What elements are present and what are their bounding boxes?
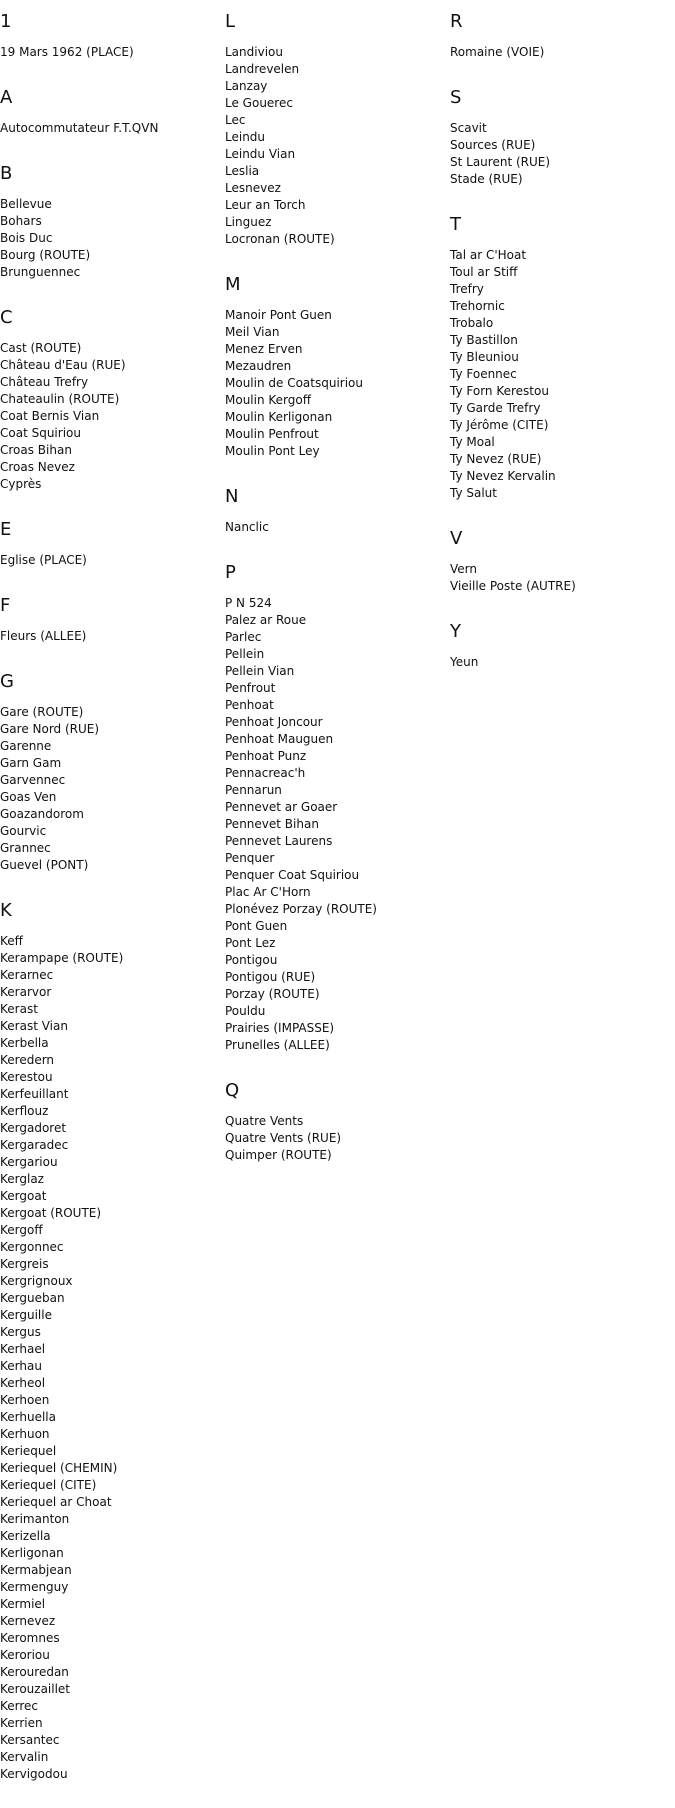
street-name: Nanclic bbox=[225, 520, 269, 534]
street-name: Landrevelen bbox=[225, 62, 300, 76]
street-name: Kerast Vian bbox=[0, 1019, 68, 1033]
street-name: Leur an Torch bbox=[225, 198, 306, 212]
street-list bbox=[225, 519, 445, 536]
street-name: Cyprès bbox=[0, 477, 42, 491]
street-name: Kerimanton bbox=[0, 1512, 70, 1526]
street-name: Brunguennec bbox=[0, 265, 81, 279]
street-name: Prairies (IMPASSE) bbox=[225, 1021, 335, 1035]
street-name: Kerligonan bbox=[0, 1546, 64, 1560]
street-name: Vieille Poste (AUTRE) bbox=[450, 579, 576, 593]
street-name: Kerast bbox=[0, 1002, 38, 1016]
letter-group bbox=[450, 620, 670, 671]
street-name: Garn Gam bbox=[0, 756, 62, 770]
street-name: Pellein Vian bbox=[225, 664, 295, 678]
street-name: Linguez bbox=[225, 215, 272, 229]
street-name: Moulin Kergoff bbox=[225, 393, 311, 407]
street-name: Locronan (ROUTE) bbox=[225, 232, 335, 246]
index-column-2 bbox=[225, 10, 445, 1189]
street-name: Kergariou bbox=[0, 1155, 58, 1169]
street-list bbox=[0, 340, 220, 493]
street-name: Ty Nevez Kervalin bbox=[450, 469, 556, 483]
street-name: Pont Lez bbox=[225, 936, 276, 950]
street-name: Kerhuon bbox=[0, 1427, 50, 1441]
street-name: Grannec bbox=[0, 841, 51, 855]
street-name: Keriequel ar Choat bbox=[0, 1495, 112, 1509]
street-name: Menez Erven bbox=[225, 342, 303, 356]
street-name: Coat Bernis Vian bbox=[0, 409, 100, 423]
street-name: Pennevet Laurens bbox=[225, 834, 333, 848]
street-name: Pennevet ar Goaer bbox=[225, 800, 338, 814]
street-name: Ty Moal bbox=[450, 435, 495, 449]
street-name: Kergoat bbox=[0, 1189, 47, 1203]
street-name: Parlec bbox=[225, 630, 262, 644]
street-name: Kermenguy bbox=[0, 1580, 69, 1594]
street-name: Kergoff bbox=[0, 1223, 43, 1237]
street-list bbox=[225, 44, 445, 248]
street-name: Landiviou bbox=[225, 45, 283, 59]
street-list bbox=[0, 628, 220, 645]
street-name: Ty Foennec bbox=[450, 367, 517, 381]
street-name: Croas Nevez bbox=[0, 460, 75, 474]
street-name: Ty Garde Trefry bbox=[450, 401, 541, 415]
street-name: Toul ar Stiff bbox=[450, 265, 518, 279]
street-name: Leindu Vian bbox=[225, 147, 296, 161]
street-name: Sources (RUE) bbox=[450, 138, 536, 152]
street-name: Ty Bastillon bbox=[450, 333, 518, 347]
street-name: Kerhoen bbox=[0, 1393, 50, 1407]
street-name: 19 Mars 1962 (PLACE) bbox=[0, 45, 134, 59]
street-name: Scavit bbox=[450, 121, 487, 135]
street-name: Chateaulin (ROUTE) bbox=[0, 392, 120, 406]
street-name: Kerarvor bbox=[0, 985, 52, 999]
street-name: Quimper (ROUTE) bbox=[225, 1148, 332, 1162]
street-name: Kermiel bbox=[0, 1597, 46, 1611]
street-name: Plonévez Porzay (ROUTE) bbox=[225, 902, 377, 916]
street-name: Kerhael bbox=[0, 1342, 46, 1356]
street-name: Croas Bihan bbox=[0, 443, 72, 457]
street-name: Moulin Penfrout bbox=[225, 427, 319, 441]
street-name: Kerguille bbox=[0, 1308, 52, 1322]
street-name: Kerouredan bbox=[0, 1665, 69, 1679]
letter-heading: B bbox=[0, 163, 13, 184]
street-name: Coat Squiriou bbox=[0, 426, 81, 440]
street-name: Bourg (ROUTE) bbox=[0, 248, 91, 262]
street-name: Keroriou bbox=[0, 1648, 50, 1662]
street-name: Romaine (VOIE) bbox=[450, 45, 545, 59]
street-name: Leindu bbox=[225, 130, 266, 144]
street-list bbox=[0, 120, 220, 137]
letter-group bbox=[0, 162, 220, 281]
street-name: Pouldu bbox=[225, 1004, 266, 1018]
street-name: Kerglaz bbox=[0, 1172, 44, 1186]
street-name: Ty Nevez (RUE) bbox=[450, 452, 542, 466]
letter-group bbox=[225, 485, 445, 536]
street-name: Kervigodou bbox=[0, 1767, 68, 1781]
street-name: Kerfeuillant bbox=[0, 1087, 69, 1101]
street-name: Kerampape (ROUTE) bbox=[0, 951, 124, 965]
street-name: Prunelles (ALLEE) bbox=[225, 1038, 330, 1052]
street-name: Kerflouz bbox=[0, 1104, 49, 1118]
letter-group bbox=[0, 899, 220, 1783]
street-name: Leslia bbox=[225, 164, 260, 178]
street-name: Moulin de Coatsquiriou bbox=[225, 376, 364, 390]
street-name: Garenne bbox=[0, 739, 52, 753]
street-name: Penhoat Punz bbox=[225, 749, 307, 763]
street-name: Yeun bbox=[450, 655, 479, 669]
street-name: Kergus bbox=[0, 1325, 41, 1339]
street-list bbox=[450, 654, 670, 671]
street-list bbox=[0, 552, 220, 569]
street-name: Quatre Vents (RUE) bbox=[225, 1131, 342, 1145]
street-name: Kergoat (ROUTE) bbox=[0, 1206, 102, 1220]
letter-heading: 1 bbox=[0, 11, 12, 32]
letter-group bbox=[0, 306, 220, 493]
street-name: Kergreis bbox=[0, 1257, 49, 1271]
street-name: Pellein bbox=[225, 647, 265, 661]
letter-group bbox=[225, 1079, 445, 1164]
letter-group bbox=[450, 10, 670, 61]
street-name: Autocommutateur F.T.QVN bbox=[0, 121, 159, 135]
letter-group bbox=[0, 10, 220, 61]
street-name: Château d'Eau (RUE) bbox=[0, 358, 126, 372]
street-name: Kerarnec bbox=[0, 968, 54, 982]
letter-heading: Y bbox=[450, 621, 461, 642]
street-name: Tal ar C'Hoat bbox=[450, 248, 527, 262]
street-name: Keriequel (CHEMIN) bbox=[0, 1461, 118, 1475]
street-name: Palez ar Roue bbox=[225, 613, 307, 627]
street-name: Kergaradec bbox=[0, 1138, 69, 1152]
street-name: Gare (ROUTE) bbox=[0, 705, 84, 719]
street-name: Fleurs (ALLEE) bbox=[0, 629, 87, 643]
street-name: Penhoat bbox=[225, 698, 274, 712]
street-name: Lesnevez bbox=[225, 181, 281, 195]
street-name: Keredern bbox=[0, 1053, 55, 1067]
street-name: Cast (ROUTE) bbox=[0, 341, 82, 355]
letter-heading: A bbox=[0, 87, 13, 108]
street-name: Plac Ar C'Horn bbox=[225, 885, 311, 899]
street-name: Gare Nord (RUE) bbox=[0, 722, 100, 736]
letter-group bbox=[225, 561, 445, 1054]
street-name: Stade (RUE) bbox=[450, 172, 523, 186]
street-name: Kerrec bbox=[0, 1699, 39, 1713]
index-column-3 bbox=[450, 10, 670, 696]
street-name: Pennevet Bihan bbox=[225, 817, 319, 831]
street-name: Ty Jérôme (CITE) bbox=[450, 418, 549, 432]
letter-heading: P bbox=[225, 562, 236, 583]
street-name: Kermabjean bbox=[0, 1563, 72, 1577]
letter-heading: G bbox=[0, 671, 14, 692]
street-name: Pennarun bbox=[225, 783, 282, 797]
street-name: Kerestou bbox=[0, 1070, 53, 1084]
letter-group bbox=[450, 527, 670, 595]
street-name: Manoir Pont Guen bbox=[225, 308, 332, 322]
street-name: Porzay (ROUTE) bbox=[225, 987, 320, 1001]
street-name: Penquer Coat Squiriou bbox=[225, 868, 360, 882]
street-name: Bellevue bbox=[0, 197, 52, 211]
street-name: Château Trefry bbox=[0, 375, 89, 389]
street-name: P N 524 bbox=[225, 596, 272, 610]
street-name: Keromnes bbox=[0, 1631, 60, 1645]
letter-group bbox=[0, 594, 220, 645]
street-name: Bohars bbox=[0, 214, 42, 228]
street-name: Mezaudren bbox=[225, 359, 292, 373]
street-name: Pontigou (RUE) bbox=[225, 970, 316, 984]
letter-heading: V bbox=[450, 528, 463, 549]
street-name: Kergrignoux bbox=[0, 1274, 73, 1288]
letter-group bbox=[450, 213, 670, 502]
street-list bbox=[225, 307, 445, 460]
street-name: Kerrien bbox=[0, 1716, 43, 1730]
street-name: Bois Duc bbox=[0, 231, 53, 245]
street-name: Quatre Vents bbox=[225, 1114, 304, 1128]
street-name: Penhoat Mauguen bbox=[225, 732, 334, 746]
street-name: Lec bbox=[225, 113, 246, 127]
street-name: Trefry bbox=[450, 282, 484, 296]
street-list bbox=[0, 933, 220, 1783]
street-list bbox=[450, 120, 670, 188]
street-name: Goas Ven bbox=[0, 790, 57, 804]
letter-group bbox=[0, 86, 220, 137]
letter-group bbox=[0, 670, 220, 874]
street-name: Moulin Pont Ley bbox=[225, 444, 320, 458]
street-list bbox=[450, 247, 670, 502]
street-name: Lanzay bbox=[225, 79, 268, 93]
street-name: Penhoat Joncour bbox=[225, 715, 323, 729]
letter-heading: M bbox=[225, 274, 241, 295]
letter-group bbox=[0, 518, 220, 569]
street-list bbox=[0, 196, 220, 281]
street-name: Pont Guen bbox=[225, 919, 288, 933]
street-name: Goazandorom bbox=[0, 807, 84, 821]
street-name: Kerheol bbox=[0, 1376, 46, 1390]
street-name: Kerizella bbox=[0, 1529, 51, 1543]
street-name: Pontigou bbox=[225, 953, 278, 967]
index-column-1 bbox=[0, 10, 220, 1808]
street-name: Meil Vian bbox=[225, 325, 280, 339]
street-name: Kervalin bbox=[0, 1750, 49, 1764]
letter-heading: S bbox=[450, 87, 462, 108]
street-list bbox=[225, 595, 445, 1054]
street-name: Moulin Kerligonan bbox=[225, 410, 333, 424]
letter-heading: F bbox=[0, 595, 11, 616]
street-name: Ty Salut bbox=[450, 486, 497, 500]
street-list bbox=[450, 44, 670, 61]
street-name: Keriequel (CITE) bbox=[0, 1478, 97, 1492]
street-name: Kerhau bbox=[0, 1359, 42, 1373]
letter-heading: R bbox=[450, 11, 463, 32]
street-name: Penfrout bbox=[225, 681, 276, 695]
street-name: Kerbella bbox=[0, 1036, 49, 1050]
street-name: Kerhuella bbox=[0, 1410, 56, 1424]
street-name: Penquer bbox=[225, 851, 275, 865]
street-list bbox=[450, 561, 670, 595]
letter-heading: C bbox=[0, 307, 13, 328]
street-name: Kernevez bbox=[0, 1614, 56, 1628]
street-name: Gourvic bbox=[0, 824, 47, 838]
letter-heading: N bbox=[225, 486, 239, 507]
street-name: Le Gouerec bbox=[225, 96, 293, 110]
letter-heading: E bbox=[0, 519, 12, 540]
street-list bbox=[0, 704, 220, 874]
letter-heading: K bbox=[0, 900, 12, 921]
street-list bbox=[0, 44, 220, 61]
street-name: Keff bbox=[0, 934, 23, 948]
street-name: Keriequel bbox=[0, 1444, 57, 1458]
street-name: Kergonnec bbox=[0, 1240, 64, 1254]
street-name: Garvennec bbox=[0, 773, 66, 787]
street-list bbox=[225, 1113, 445, 1164]
street-name: Trehornic bbox=[450, 299, 505, 313]
letter-group bbox=[225, 10, 445, 248]
letter-group bbox=[450, 86, 670, 188]
street-name: St Laurent (RUE) bbox=[450, 155, 551, 169]
street-name: Eglise (PLACE) bbox=[0, 553, 87, 567]
letter-heading: L bbox=[225, 11, 236, 32]
letter-heading: T bbox=[450, 214, 461, 235]
street-name: Pennacreac'h bbox=[225, 766, 306, 780]
letter-group bbox=[225, 273, 445, 460]
letter-heading: Q bbox=[225, 1080, 240, 1101]
street-name: Kergueban bbox=[0, 1291, 65, 1305]
street-name: Ty Bleuniou bbox=[450, 350, 519, 364]
street-name: Vern bbox=[450, 562, 477, 576]
street-name: Trobalo bbox=[450, 316, 494, 330]
street-name: Kersantec bbox=[0, 1733, 60, 1747]
street-name: Kergadoret bbox=[0, 1121, 67, 1135]
street-name: Kerouzaillet bbox=[0, 1682, 71, 1696]
street-name: Ty Forn Kerestou bbox=[450, 384, 549, 398]
street-name: Guevel (PONT) bbox=[0, 858, 89, 872]
